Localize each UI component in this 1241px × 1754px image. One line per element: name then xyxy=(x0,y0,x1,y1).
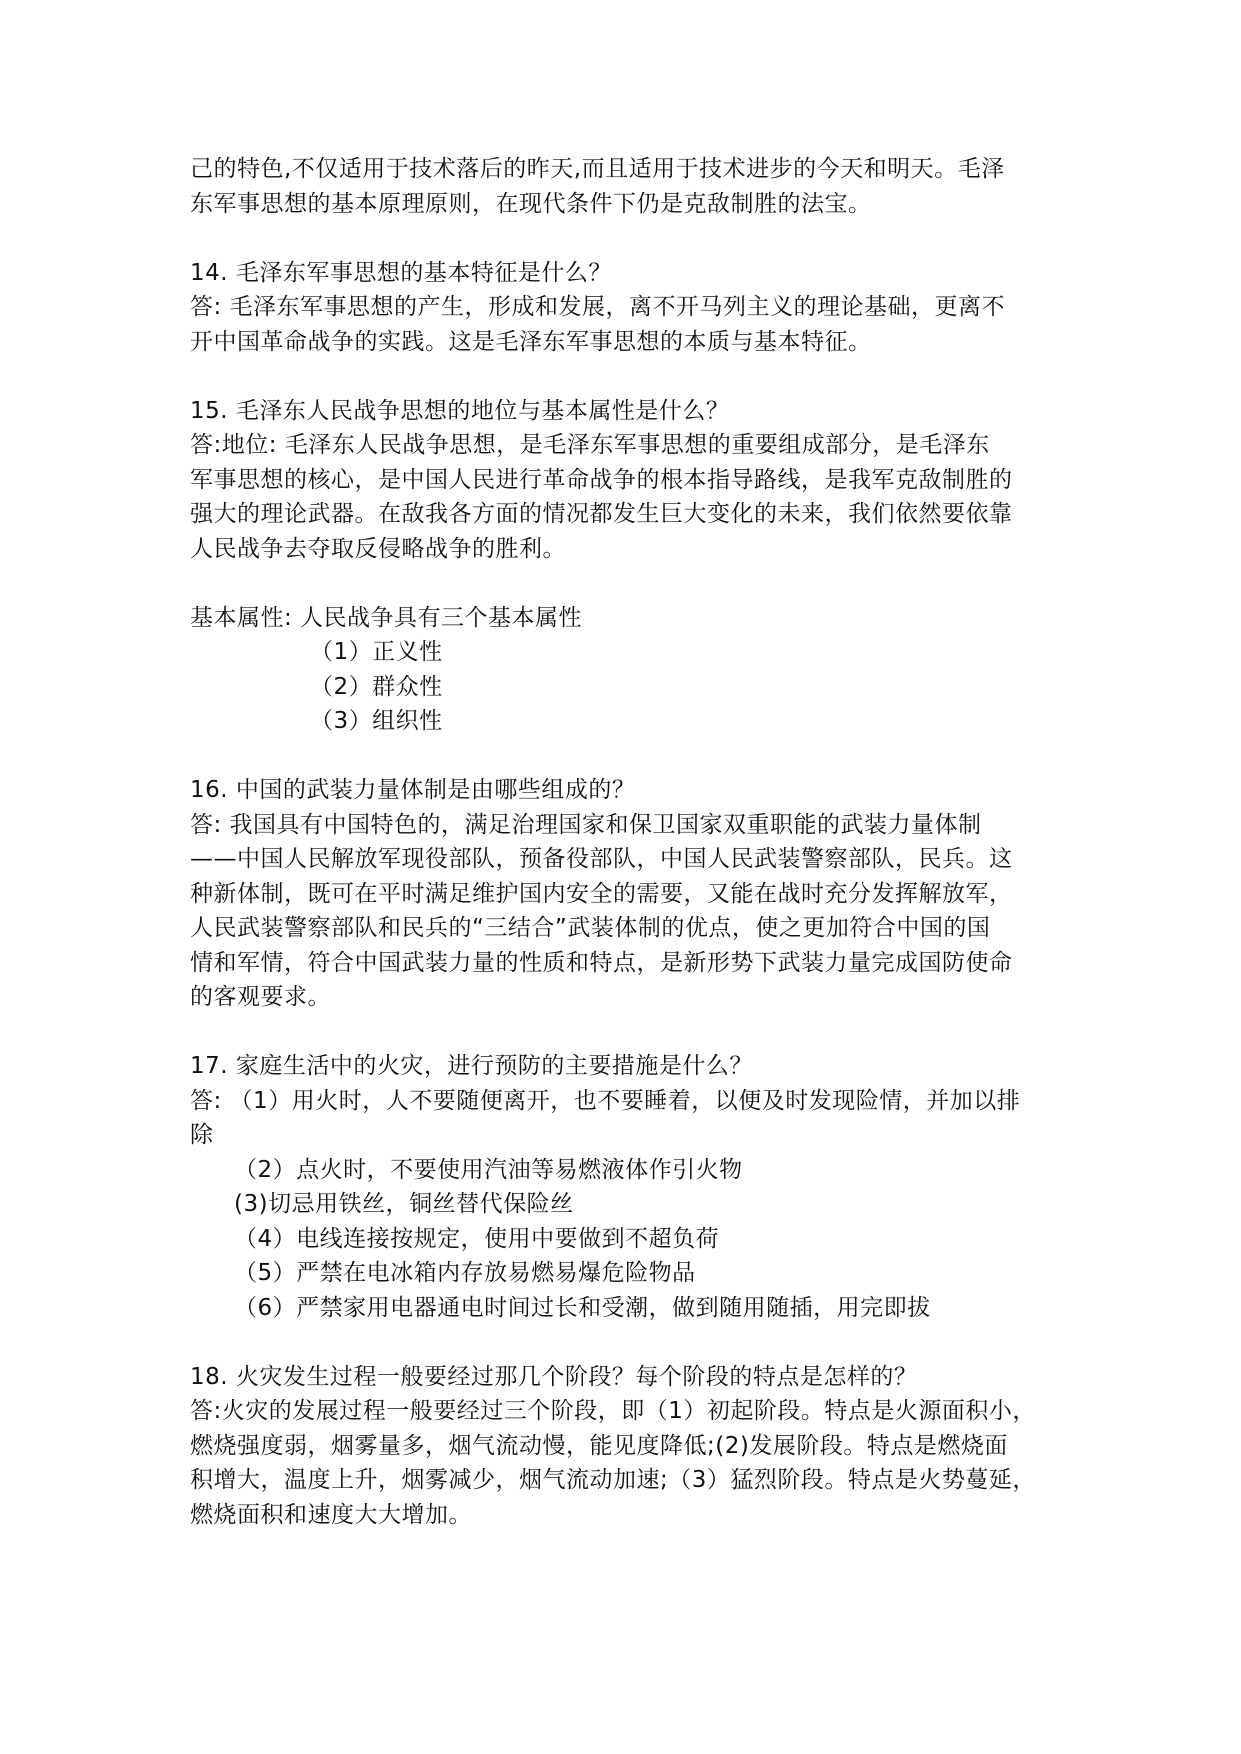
list-item: （6）严禁家用电器通电时间过长和受潮，做到随用随插，用完即拔 xyxy=(234,1294,931,1321)
answer-line: 答: （1）用火时，人不要随便离开，也不要睡着，以便及时发现险情，并加以排 xyxy=(190,1087,1021,1114)
answer-line: 强大的理论武器。在敌我各方面的情况都发生巨大变化的未来，我们依然要依靠 xyxy=(190,501,1013,527)
question-17 xyxy=(190,1049,1061,1325)
list-item: （3）组织性 xyxy=(310,708,443,734)
answer-line: 人民战争去夺取反侵略战争的胜利。 xyxy=(190,535,566,562)
list-item: （4）电线连接按规定，使用中要做到不超负荷 xyxy=(234,1225,720,1252)
question-title: 15. 毛泽东人民战争思想的地位与基本属性是什么？ xyxy=(190,397,730,424)
list-item: （2）群众性 xyxy=(310,673,443,700)
answer-line: 答: 我国具有中国特色的，满足治理国家和保卫国家双重职能的武装力量体制 xyxy=(190,811,982,838)
answer-line: ——中国人民解放军现役部队，预备役部队，中国人民武装警察部队，民兵。这 xyxy=(190,846,1013,872)
answer-line: 答: 毛泽东军事思想的产生，形成和发展，离不开马列主义的理论基础，更离不 xyxy=(190,294,1006,320)
question-title: 16. 中国的武装力量体制是由哪些组成的？ xyxy=(190,777,636,803)
intro-paragraph xyxy=(190,152,1061,221)
attributes-list xyxy=(190,635,1061,739)
question-16 xyxy=(190,773,1061,1015)
list-item: （1）正义性 xyxy=(310,639,443,665)
answer-line: 除 xyxy=(190,1122,214,1148)
paragraph-line: 己的特色,不仅适用于技术落后的昨天,而且适用于技术进步的今天和明天。毛泽 xyxy=(190,156,1005,182)
list-item: （2）点火时，不要使用汽油等易燃液体作引火物 xyxy=(234,1156,743,1183)
answer-line: 种新体制，既可在平时满足维护国内安全的需要，又能在战时充分发挥解放军， xyxy=(190,880,1013,907)
list-item: （5）严禁在电冰箱内存放易燃易爆危险物品 xyxy=(234,1260,696,1286)
answer-line: 军事思想的核心，是中国人民进行革命战争的根本指导路线，是我军克敌制胜的 xyxy=(190,466,1013,493)
answer-line: 人民武装警察部队和民兵的“三结合”武装体制的优点，使之更加符合中国的国 xyxy=(190,915,991,941)
answer-line: 答:地位: 毛泽东人民战争思想，是毛泽东军事思想的重要组成部分，是毛泽东 xyxy=(190,432,990,458)
question-15-attributes xyxy=(190,601,1061,739)
list-item: (3)切忌用铁丝，铜丝替代保险丝 xyxy=(234,1191,574,1217)
question-title: 17. 家庭生活中的火灾，进行预防的主要措施是什么？ xyxy=(190,1053,753,1079)
question-title: 14. 毛泽东军事思想的基本特征是什么？ xyxy=(190,259,612,286)
answer-line: 情和军情，符合中国武装力量的性质和特点，是新形势下武装力量完成国防使命 xyxy=(190,949,1013,976)
answer-line: 的客观要求。 xyxy=(190,984,331,1010)
answer-line: 燃烧面积和速度大大增加。 xyxy=(190,1501,472,1528)
answer-line: 积增大，温度上升，烟雾减少，烟气流动加速;（3）猛烈阶段。特点是火势蔓延， xyxy=(190,1467,1036,1493)
question-title: 18. 火灾发生过程一般要经过那几个阶段？每个阶段的特点是怎样的？ xyxy=(190,1363,918,1390)
attributes-intro: 基本属性: 人民战争具有三个基本属性 xyxy=(190,604,583,631)
measures-list xyxy=(190,1153,1061,1326)
answer-line: 答:火灾的发展过程一般要经过三个阶段，即（1）初起阶段。特点是火源面积小， xyxy=(190,1398,1036,1424)
question-15 xyxy=(190,394,1061,567)
question-18 xyxy=(190,1360,1061,1533)
answer-line: 开中国革命战争的实践。这是毛泽东军事思想的本质与基本特征。 xyxy=(190,328,872,355)
answer-line: 燃烧强度弱，烟雾量多，烟气流动慢，能见度降低;(2)发展阶段。特点是燃烧面 xyxy=(190,1432,1008,1459)
question-14 xyxy=(190,256,1061,360)
paragraph-line: 东军事思想的基本原理原则，在现代条件下仍是克敌制胜的法宝。 xyxy=(190,190,872,217)
